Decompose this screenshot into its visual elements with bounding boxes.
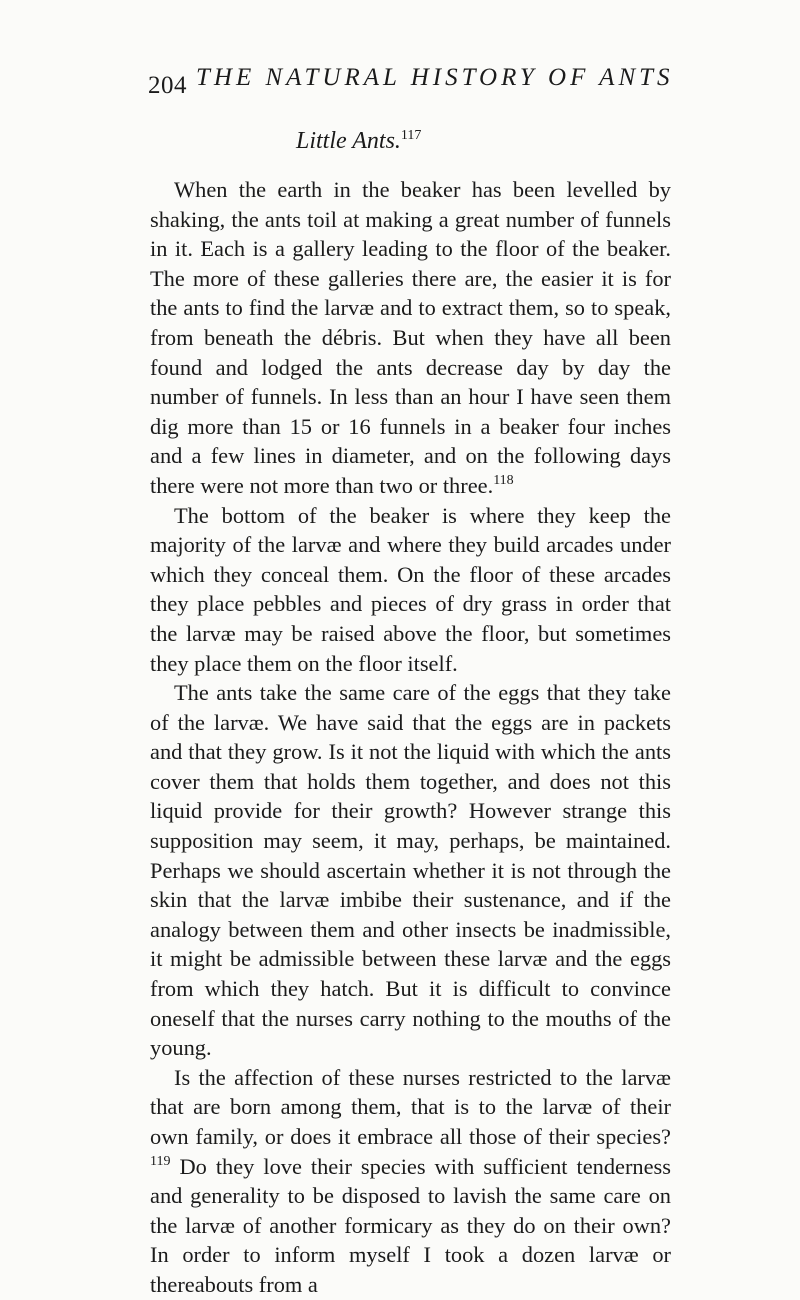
- paragraph-text: Is the affection of these nurses restricted to the larvæ that are born among them, that is to the larvæ of their own family, or does it embrace all those of their species?: [150, 1064, 671, 1149]
- running-head-title: THE NATURAL HISTORY OF ANTS: [196, 64, 674, 91]
- footnote-ref: 117: [400, 128, 422, 143]
- footnote-ref: 119: [150, 1153, 171, 1169]
- paragraph: [150, 501, 671, 679]
- running-head: [148, 64, 674, 100]
- paragraph-text: When the earth in the beaker has been levelled by shaking, the ants toil at making a great number of funnels in it. Each is a gallery leading to the floor of the beaker. The more of these galleries there are, the easier it is for the ants to find the larvæ and to extract them, so to speak, from beneath the débris. But when they have all been found and lodged the ants decrease day by day the number of funnels. In less than an hour I have seen them dig more than 15 or 16 funnels in a beaker four inches and a few lines in diameter, and on the following days there were not more than two or three.: [150, 177, 671, 498]
- paragraph: [150, 1063, 671, 1300]
- paragraph-text: The ants take the same care of the eggs that they take of the larvæ. We have said that the eggs are in packets and that they grow. Is it not the liquid with which the ants cover them that holds them together, and does not this liquid provide for their growth? However strange this supposition may seem, it may, perhaps, be maintained. Perhaps we should ascertain whether it is not through the skin that the larvæ imbibe their sustenance, and if the analogy between them and other insects be inadmissible, it might be admissible between these larvæ and the eggs from which they hatch. But it is difficult to convince oneself that the nurses carry nothing to the mouths of the young.: [150, 680, 671, 1061]
- section-title: [296, 128, 421, 155]
- paragraph-text-after: Do they love their species with sufficient tenderness and generality to be disposed to lavish the same care on the larvæ of another formicary as they do on their own? In order to inform myself I took a dozen larvæ or thereabouts from a: [150, 1153, 671, 1297]
- footnote-ref: 118: [493, 472, 514, 488]
- page-number: 204: [148, 72, 187, 99]
- section-title-text: Little Ants.: [296, 128, 401, 154]
- paragraph: [150, 175, 671, 501]
- body-text: [150, 175, 671, 1300]
- paragraph: [150, 678, 671, 1063]
- paragraph-text: The bottom of the beaker is where they keep the majority of the larvæ and where they build arcades under which they conceal them. On the floor of these arcades they place pebbles and pieces of dry grass in order that the larvæ may be raised above the floor, but sometimes they place them on the floor itself.: [150, 502, 671, 676]
